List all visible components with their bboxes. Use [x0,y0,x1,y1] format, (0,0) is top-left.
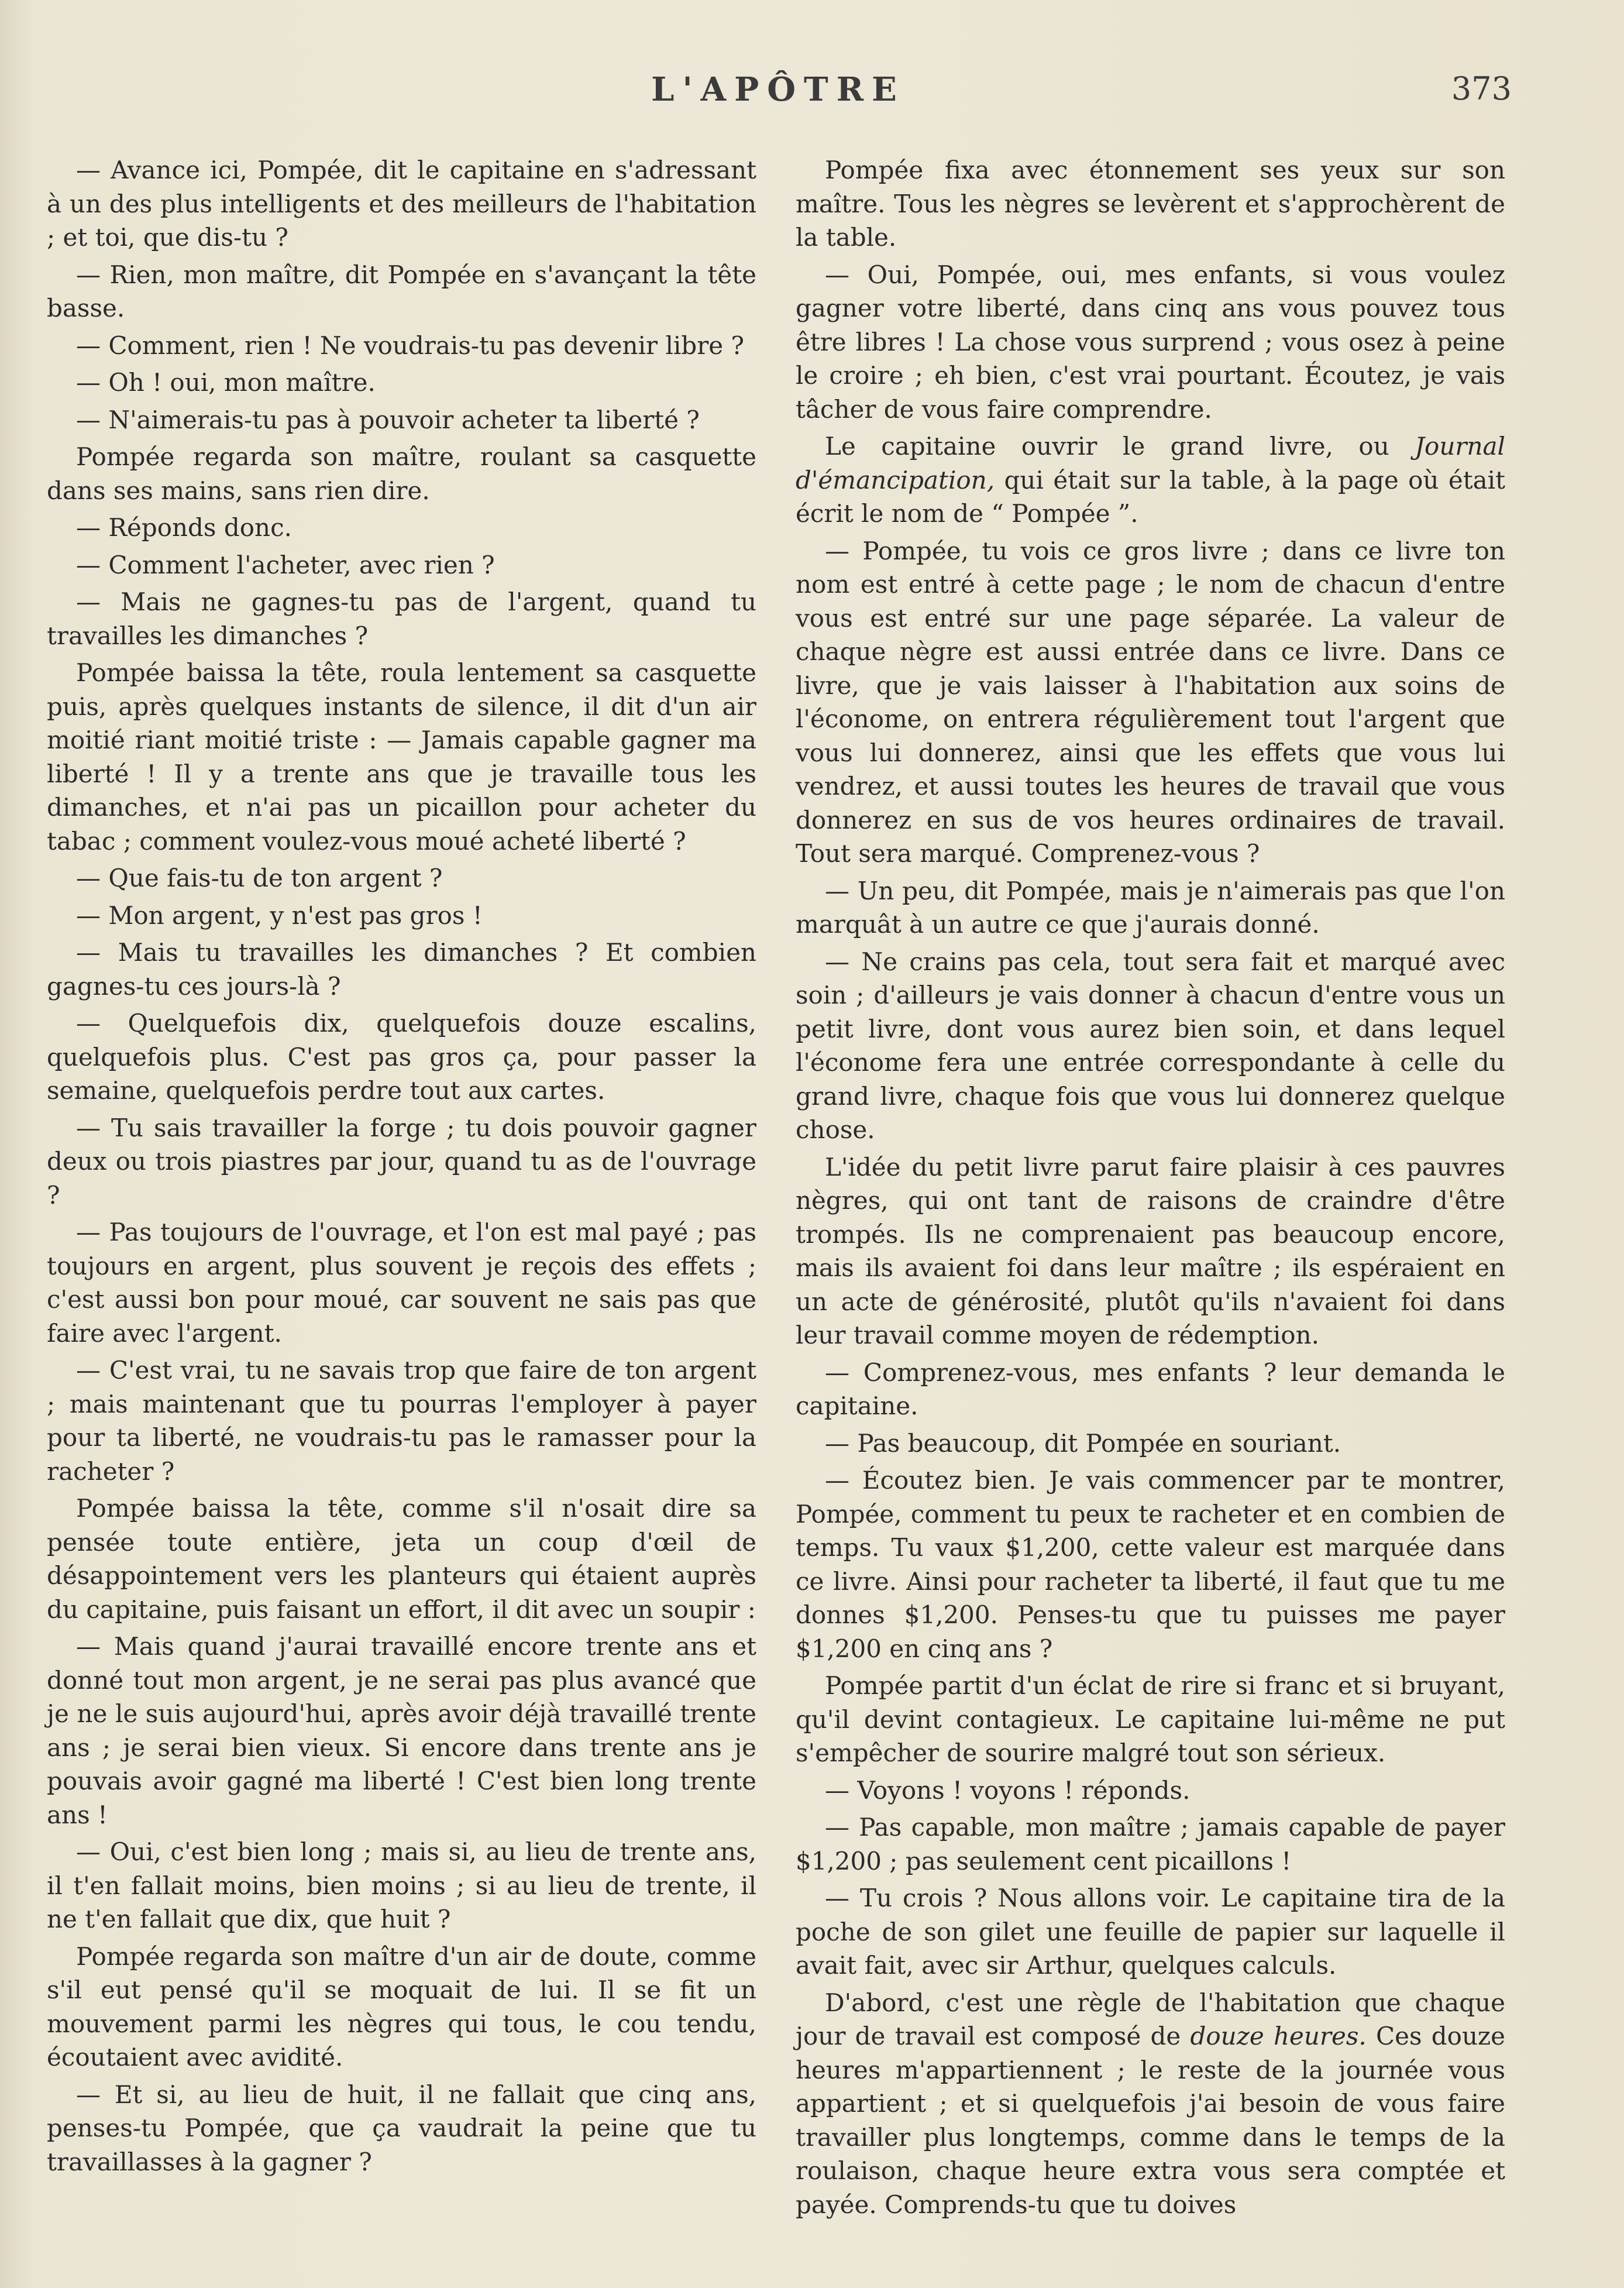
paragraph: Pompée regarda son maître d'un air de doute, comme s'il eut pensé qu'il se moquait de lui. Il se fit un mouvement parmi les nègres qui tous, le cou tendu, écoutaient avec avidité. [47,1942,756,2071]
paragraph: — Mais tu travailles les dimanches ? Et combien gagnes-tu ces jours-là ? [47,938,756,1001]
paragraph-text: Ces douze heures m'appartiennent ; le reste de la journée vous appartient ; et si quelquefois j'ai besoin de vous faire travailler plus longtemps, comme dans le temps de la roulaison, chaque heure extra vous sera comptée et payée. Comprends-tu que tu doives [796,2022,1505,2219]
paragraph: — Avance ici, Pompée, dit le capitaine en s'adressant à un des plus intelligents et des meilleurs de l'habitation ; et toi, que dis-tu ? [47,156,756,252]
paragraph: — Oh ! oui, mon maître. [76,368,376,397]
paragraph: — Que fais-tu de ton argent ? [76,864,443,892]
running-title: L'APÔTRE [651,70,905,109]
paragraph: Pompée partit d'un éclat de rire si franc et si bruyant, qu'il devint contagieux. Le capitaine lui-même ne put s'empêcher de sourire malgré tout son sérieux. [796,1671,1505,1767]
right-column [796,153,1505,2225]
page-header [47,70,1512,117]
paragraph: — Tu crois ? Nous allons voir. Le capitaine tira de la poche de son gilet une feuille de papier sur laquelle il avait fait, avec sir Arthur, quelques calculs. [796,1884,1505,1980]
paragraph: — Comment, rien ! Ne voudrais-tu pas devenir libre ? [76,331,744,360]
paragraph: Pompée fixa avec étonnement ses yeux sur son maître. Tous les nègres se levèrent et s'approchèrent de la table. [796,156,1505,252]
paragraph: — Pompée, tu vois ce gros livre ; dans ce livre ton nom est entré à cette page ; le nom de chacun d'entre vous est entré sur une page séparée. La valeur de chaque nègre est aussi entrée dans ce livre. Dans ce livre, que je vais laisser à l'habitation aux soins de l'économe, on entrera régulièrement tout l'argent que vous lui donnerez, ainsi que les effets que vous lui vendrez, et aussi toutes les heures de travail que vous donnerez en sus de vos heures ordinaires de travail. Tout sera marqué. Comprenez-vous ? [796,536,1505,868]
paragraph: — Comprenez-vous, mes enfants ? leur demanda le capitaine. [796,1358,1505,1420]
italic-title: Journal d'émancipation, [796,432,1505,494]
paragraph: L'idée du petit livre parut faire plaisir à ces pauvres nègres, qui ont tant de raisons de craindre d'être trompés. Ils ne comprenaient pas beaucoup encore, mais ils avaient foi dans leur maître ; ils espéraient en un acte de générosité, plutôt qu'ils n'avaient foi dans leur travail comme moyen de rédemption. [796,1152,1505,1349]
paragraph-text: Le capitaine ouvrir le grand livre, ou [825,432,1389,461]
paragraph: — Et si, au lieu de huit, il ne fallait que cinq ans, penses-tu Pompée, que ça vaudrait la peine que tu travaillasses à la gagner ? [47,2080,756,2176]
paragraph: — Ne crains pas cela, tout sera fait et marqué avec soin ; d'ailleurs je vais donner à chacun d'entre vous un petit livre, dont vous aurez bien soin, et dans lequel l'économe fera une entrée correspondante à celle du grand livre, chaque fois que vous lui donnerez quelque chose. [796,947,1505,1144]
paragraph: — Mon argent, y n'est pas gros ! [76,901,483,930]
paragraph: — Un peu, dit Pompée, mais je n'aimerais pas que l'on marquât à un autre ce que j'aurais donné. [796,876,1505,939]
paragraph: — Voyons ! voyons ! réponds. [825,1775,1191,1805]
paragraph: — Quelquefois dix, quelquefois douze escalins, quelquefois plus. C'est pas gros ça, pour passer la semaine, quelquefois perdre tout aux cartes. [47,1009,756,1105]
paragraph: Pompée baissa la tête, roula lentement sa casquette puis, après quelques instants de silence, il dit d'un air moitié riant moitié triste : — Jamais capable gagner ma liberté ! Il y a trente ans que je travaille tous les dimanches, et n'ai pas un picaillon pour acheter du tabac ; comment voulez-vous moué acheté liberté ? [47,658,756,856]
paragraph: Pompée baissa la tête, comme s'il n'osait dire sa pensée toute entière, jeta un coup d'œil de désappointement vers les planteurs qui étaient auprès du capitaine, puis faisant un effort, il dit avec un soupir : [47,1494,756,1624]
page-number: 373 [1451,70,1512,107]
paragraph: — Pas beaucoup, dit Pompée en souriant. [825,1428,1341,1458]
paragraph: — Mais ne gagnes-tu pas de l'argent, quand tu travailles les dimanches ? [47,588,756,650]
paragraph [796,1986,1505,2222]
paragraph: — Pas toujours de l'ouvrage, et l'on est mal payé ; pas toujours en argent, plus souvent je reçois des effets ; c'est aussi bon pour moué, car souvent ne sais pas que faire avec l'argent. [47,1218,756,1348]
paragraph [796,430,1505,531]
paragraph: — C'est vrai, tu ne savais trop que faire de ton argent ; mais maintenant que tu pourras l'employer à payer pour ta liberté, ne voudrais-tu pas le ramasser pour la racheter ? [47,1356,756,1486]
paragraph: — Mais quand j'aurai travaillé encore trente ans et donné tout mon argent, je ne serai pas plus avancé que je ne le suis aujourd'hui, après avoir déjà travaillé trente ans ; je serai bien vieux. Si encore dans trente ans je pouvais avoir gagné ma liberté ! C'est bien long trente ans ! [47,1632,756,1829]
left-column [47,153,756,2182]
paragraph-text: qui était sur la table, à la page où était écrit le nom de “ Pompée ”. [796,465,1505,528]
italic-phrase: douze heures. [1190,2022,1367,2050]
paragraph: — Réponds donc. [76,513,292,542]
paragraph: — Tu sais travailler la forge ; tu dois pouvoir gagner deux ou trois piastres par jour, quand tu as de l'ouvrage ? [47,1113,756,1210]
paragraph: — Écoutez bien. Je vais commencer par te montrer, Pompée, comment tu peux te racheter et en combien de temps. Tu vaux $1,200, cette valeur est marquée dans ce livre. Ainsi pour racheter ta liberté, il faut que tu me donnes $1,200. Penses-tu que tu puisses me payer $1,200 en cinq ans ? [796,1466,1505,1663]
paragraph: — Oui, c'est bien long ; mais si, au lieu de trente ans, il t'en fallait moins, bien moins ; si au lieu de trente, il ne t'en fallait que dix, que huit ? [47,1837,756,1933]
paragraph: Pompée regarda son maître, roulant sa casquette dans ses mains, sans rien dire. [47,442,756,505]
paragraph-text: D'abord, c'est une règle de l'habitation que chaque jour de travail est composé de [796,1988,1505,2050]
paragraph: — Rien, mon maître, dit Pompée en s'avançant la tête basse. [47,260,756,322]
paragraph: — N'aimerais-tu pas à pouvoir acheter ta liberté ? [76,405,700,434]
paragraph: — Pas capable, mon maître ; jamais capable de payer $1,200 ; pas seulement cent picaillons ! [796,1813,1505,1875]
paragraph: — Oui, Pompée, oui, mes enfants, si vous voulez gagner votre liberté, dans cinq ans vous pouvez tous être libres ! La chose vous surprend ; vous osez à peine le croire ; eh bien, c'est vrai pourtant. Écoutez, je vais tâcher de vous faire comprendre. [796,260,1505,424]
paragraph: — Comment l'acheter, avec rien ? [76,550,495,579]
